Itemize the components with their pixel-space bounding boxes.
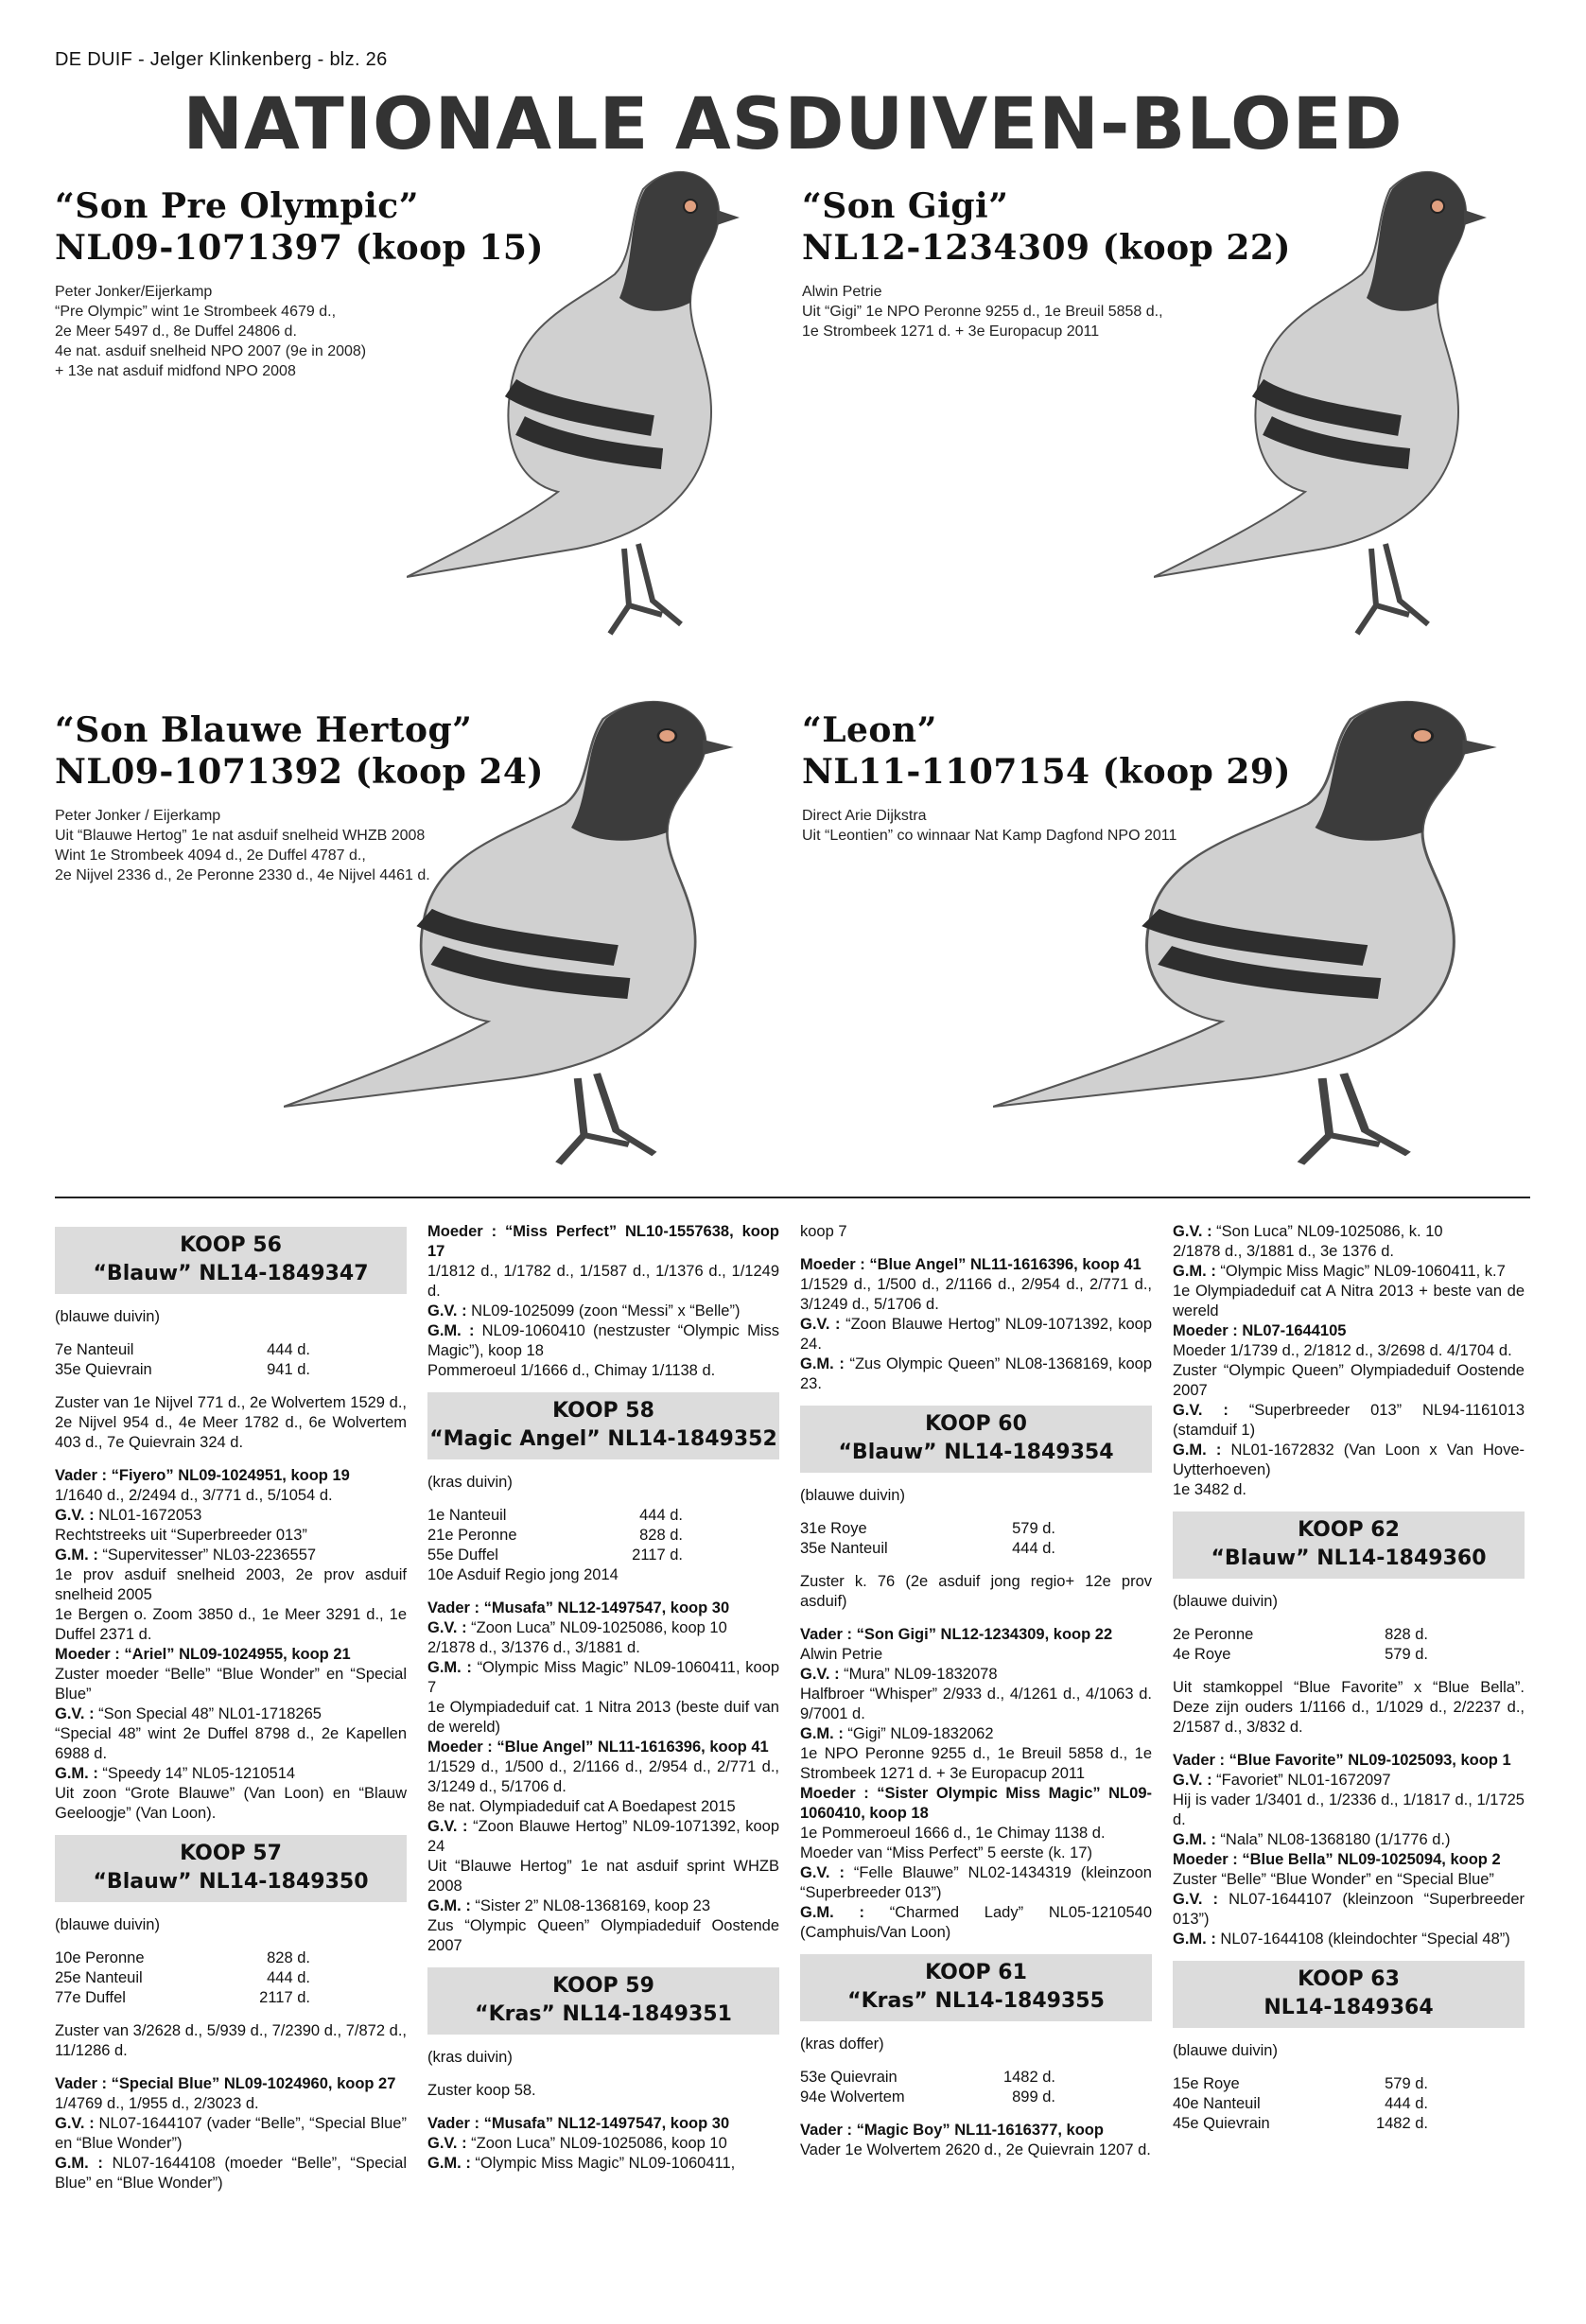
- feature-name: “Son Pre Olympic”: [55, 186, 419, 226]
- results-list: 1e Nanteuil 444 d. 21e Peronne 828 d. 55e Duffel 2117 d.: [427, 1507, 683, 1564]
- feature-desc: Peter Jonker/Eijerkamp “Pre Olympic” wint 1e Strombeek 4679 d., 2e Meer 5497 d., 8e Duffel 24806 d. 4e nat. asduif snelheid NPO 2007 (9e in 2008) + 13e nat asduif midfond NPO 2008: [55, 284, 367, 379]
- feature-name: “Son Gigi”: [802, 186, 1009, 226]
- feature-name: “Leon”: [802, 710, 937, 750]
- koop-60-header: KOOP 60 “Blauw” NL14-1849354: [800, 1406, 1152, 1473]
- koop-57-header: KOOP 57 “Blauw” NL14-1849350: [55, 1835, 407, 1902]
- page-title: NATIONALE ASDUIVEN-BLOED: [183, 81, 1403, 166]
- feature-name: “Son Blauwe Hertog”: [55, 710, 473, 750]
- feature-ring: NL12-1234309 (koop 22): [802, 228, 1291, 268]
- koop-61-header: KOOP 61 “Kras” NL14-1849355: [800, 1954, 1152, 2021]
- paragraph: Zuster van 1e Nijvel 771 d., 2e Wolvertem 1529 d., 2e Nijvel 954 d., 4e Meer 1782 d., 6e Wolvertem 403 d., 7e Quievrain 324 d.: [55, 1394, 407, 1451]
- koop-62-header: KOOP 62 “Blauw” NL14-1849360: [1173, 1511, 1525, 1579]
- pigeon-photo-3: [284, 690, 757, 1182]
- koop-63-header: KOOP 63 NL14-1849364: [1173, 1961, 1525, 2028]
- feature-desc: Alwin Petrie Uit “Gigi” 1e NPO Peronne 9255 d., 1e Breuil 5858 d., 1e Strombeek 1271 d. + 3e Europacup 2011: [802, 284, 1163, 340]
- koop-56-header: KOOP 56 “Blauw” NL14-1849347: [55, 1227, 407, 1294]
- pigeon-photo-1: [407, 161, 757, 653]
- moeder-line: Moeder : “Miss Perfect” NL10-1557638, koop 17: [427, 1223, 779, 1260]
- pigeon-photo-4: [993, 690, 1523, 1182]
- running-header: DE DUIF - Jelger Klinkenberg - blz. 26: [55, 49, 388, 70]
- feature-ring: NL09-1071397 (koop 15): [55, 228, 544, 268]
- vader-line: Vader : “Fiyero” NL09-1024951, koop 19: [55, 1467, 350, 1484]
- results-list: 31e Roye 579 d. 35e Nanteuil 444 d.: [800, 1520, 1055, 1557]
- column-2: Moeder : “Miss Perfect” NL10-1557638, koop 17 1/1812 d., 1/1782 d., 1/1587 d., 1/1376 d., 1/1249 d. G.V. : NL09-1025099 (zoon “Messi” x “Belle”) G.M. : NL09-1060410 (nestzuster “Olympic Miss Magic”), koop 18 Pommeroeul 1/1666 d., Chimay 1/1138 d. KOOP 58 “Magic Angel” NL14-1849352 (kras duivin) 1e Nanteuil 444 d. 21e Peronne 828 d. 55e Duffel 2117 d. 10e Asduif Regio jong 2014 Vader : “Musafa” NL12-1497547, koop 30 G.V. : “Zoon Luca” NL09-1025086, koop 10 2/1878 d., 3/1376 d., 3/1881 d. G.M. : “Olympic Miss Magic” NL09-1060411, koop 7 1e Olympiadeduif cat. 1 Nitra 2013 (beste duif van de wereld) Moeder : “Blue Angel” NL11-1616396, koop 41 1/1529 d., 1/500 d., 2/1166 d., 2/954 d., 2/771 d., 3/1249 d., 5/1706 d. 8e nat. Olympiadeduif cat A Boedapest 2015 G.V. : “Zoon Blauwe Hertog” NL09-1071392, koop 24 Uit “Blauwe Hertog” 1e nat asduif sprint WHZB 2008 G.M. : “Sister 2” NL08-1368169, koop 23 Zus “Olympic Queen” Olympiadeduif Oostende 2007 KOOP 59 “Kras” NL14-1849351 (kras duivin) Zuster koop 58. Vader : “Musafa” NL12-1497547, koop 30 G.V. : “Zoon Luca” NL09-1025086, koop 10 G.M. : “Olympic Miss Magic” NL09-1060411,: [427, 1223, 779, 2172]
- pigeon-photo-2: [1154, 161, 1504, 653]
- feature-ring: NL09-1071392 (koop 24): [55, 752, 544, 792]
- section-divider: [55, 1197, 1530, 1198]
- column-1: KOOP 56 “Blauw” NL14-1849347 (blauwe duivin) 7e Nanteuil 444 d. 35e Quievrain 941 d. Zuster van 1e Nijvel 771 d., 2e Wolvertem 1529 d., 2e Nijvel 954 d., 4e Meer 1782 d., 6e Wolvertem 403 d., 7e Quievrain 324 d. Vader : “Fiyero” NL09-1024951, koop 19 1/1640 d., 2/2494 d., 3/771 d., 5/1054 d. G.V. : NL01-1672053 Rechtstreeks uit “Superbreeder 013” G.M. : “Supervitesser” NL03-2236557 1e prov asduif snelheid 2003, 2e prov asduif snelheid 2005 1e Bergen o. Zoom 3850 d., 1e Meer 3291 d., 1e Duffel 2371 d. Moeder : “Ariel” NL09-1024955, koop 21 Zuster moeder “Belle” “Blue Wonder” en “Special Blue” G.V. : “Son Special 48” NL01-1718265 “Special 48” wint 2e Duffel 8798 d., 2e Kapellen 6988 d. G.M. : “Speedy 14” NL05-1210514 Uit zoon “Grote Blauwe” (Van Loon) en “Blauw Geeloogje” (Van Loon). KOOP 57 “Blauw” NL14-1849350 (blauwe duivin) 10e Peronne 828 d. 25e Nanteuil 444 d. 77e Duffel 2117 d. Zuster van 3/2628 d., 5/939 d., 7/2390 d., 7/872 d., 11/1286 d. Vader : “Special Blue” NL09-1024960, koop 27 1/4769 d., 1/955 d., 2/3023 d. G.V. : NL07-1644107 (vader “Belle”, “Special Blue” en “Blue Wonder”) G.M. : NL07-1644108 (moeder “Belle”, “Special Blue” en “Blue Wonder”): [55, 1222, 407, 2193]
- koop-58-header: KOOP 58 “Magic Angel” NL14-1849352: [427, 1392, 779, 1459]
- column-3: koop 7 Moeder : “Blue Angel” NL11-1616396, koop 41 1/1529 d., 1/500 d., 2/1166 d., 2/954 d., 2/771 d., 3/1249 d., 5/1706 d. G.V. : “Zoon Blauwe Hertog” NL09-1071392, koop 24. G.M. : “Zus Olympic Queen” NL08-1368169, koop 23. KOOP 60 “Blauw” NL14-1849354 (blauwe duivin) 31e Roye 579 d. 35e Nanteuil 444 d. Zuster k. 76 (2e asduif jong regio+ 12e prov asduif) Vader : “Son Gigi” NL12-1234309, koop 22 Alwin Petrie G.V. : “Mura” NL09-1832078 Halfbroer “Whisper” 2/933 d., 4/1261 d., 4/1063 d. 9/7001 d. G.M. : “Gigi” NL09-1832062 1e NPO Peronne 9255 d., 1e Breuil 5858 d., 1e Strombeek 1271 d. + 3e Europacup 2011 Moeder : “Sister Olympic Miss Magic” NL09-1060410, koop 18 1e Pommeroeul 1666 d., 1e Chimay 1138 d. Moeder van “Miss Perfect” 5 eerste (k. 17) G.V. : “Felle Blauwe” NL02-1434319 (kleinzoon “Superbreeder 013”) G.M. : “Charmed Lady” NL05-1210540 (Camphuis/Van Loon) KOOP 61 “Kras” NL14-1849355 (kras doffer) 53e Quievrain 1482 d. 94e Wolvertem 899 d. Vader : “Magic Boy” NL11-1616377, koop Vader 1e Wolvertem 2620 d., 2e Quievrain 1207 d.: [800, 1223, 1153, 2158]
- results-list: 10e Peronne 828 d. 25e Nanteuil 444 d. 77e Duffel 2117 d.: [55, 1949, 310, 2006]
- column-4: G.V. : “Son Luca” NL09-1025086, k. 10 2/1878 d., 3/1881 d., 3e 1376 d. G.M. : “Olympic Miss Magic” NL09-1060411, k.7 1e Olympiadeduif cat A Nitra 2013 + beste van de wereld Moeder : NL07-1644105 Moeder 1/1739 d., 2/1812 d., 3/2698 d. 4/1704 d. Zuster “Olympic Queen” Olympiadeduif Oostende 2007 G.V. : “Superbreeder 013” NL94-1161013 (stamduif 1) G.M. : NL01-1672832 (Van Loon x Van Hove-Uytterhoeven) 1e 3482 d. KOOP 62 “Blauw” NL14-1849360 (blauwe duivin) 2e Peronne 828 d. 4e Roye 579 d. Uit stamkoppel “Blue Favorite” x “Blue Bella”. Deze zijn ouders 1/1166 d., 1/1029 d., 2/2237 d., 2/1587 d., 3/832 d. Vader : “Blue Favorite” NL09-1025093, koop 1 G.V. : “Favoriet” NL01-1672097 Hij is vader 1/3401 d., 1/2336 d., 1/1817 d., 1/1725 d. G.M. : “Nala” NL08-1368180 (1/1776 d.) Moeder : “Blue Bella” NL09-1025094, koop 2 Zuster “Belle” “Blue Wonder” en “Special Blue” G.V. : NL07-1644107 (kleinzoon “Superbreeder 013”) G.M. : NL07-1644108 (kleindochter “Special 48”) KOOP 63 NL14-1849364 (blauwe duivin) 15e Roye 579 d. 40e Nanteuil 444 d. 45e Quievrain 1482 d.: [1173, 1223, 1525, 2132]
- feature-desc: Peter Jonker / Eijerkamp Uit “Blauwe Hertog” 1e nat asduif snelheid WHZB 2008 Wint 1e Strombeek 4094 d., 2e Duffel 4787 d., 2e Nijvel 2336 d., 2e Peronne 2330 d., 4e Nijvel 4461 d.: [55, 808, 430, 883]
- moeder-line: Moeder : “Ariel” NL09-1024955, koop 21: [55, 1646, 351, 1663]
- koop-59-header: KOOP 59 “Kras” NL14-1849351: [427, 1967, 779, 2035]
- koop-type: (blauwe duivin): [55, 1308, 160, 1325]
- results-list: 7e Nanteuil 444 d. 35e Quievrain 941 d.: [55, 1341, 310, 1378]
- results-list: 15e Roye 579 d. 40e Nanteuil 444 d. 45e Quievrain 1482 d.: [1173, 2075, 1428, 2132]
- feature-ring: NL11-1107154 (koop 29): [802, 752, 1291, 792]
- results-list: 53e Quievrain 1482 d. 94e Wolvertem 899 d.: [800, 2069, 1055, 2106]
- feature-desc: Direct Arie Dijkstra Uit “Leontien” co winnaar Nat Kamp Dagfond NPO 2011: [802, 808, 1177, 844]
- results-list: 2e Peronne 828 d. 4e Roye 579 d.: [1173, 1626, 1428, 1663]
